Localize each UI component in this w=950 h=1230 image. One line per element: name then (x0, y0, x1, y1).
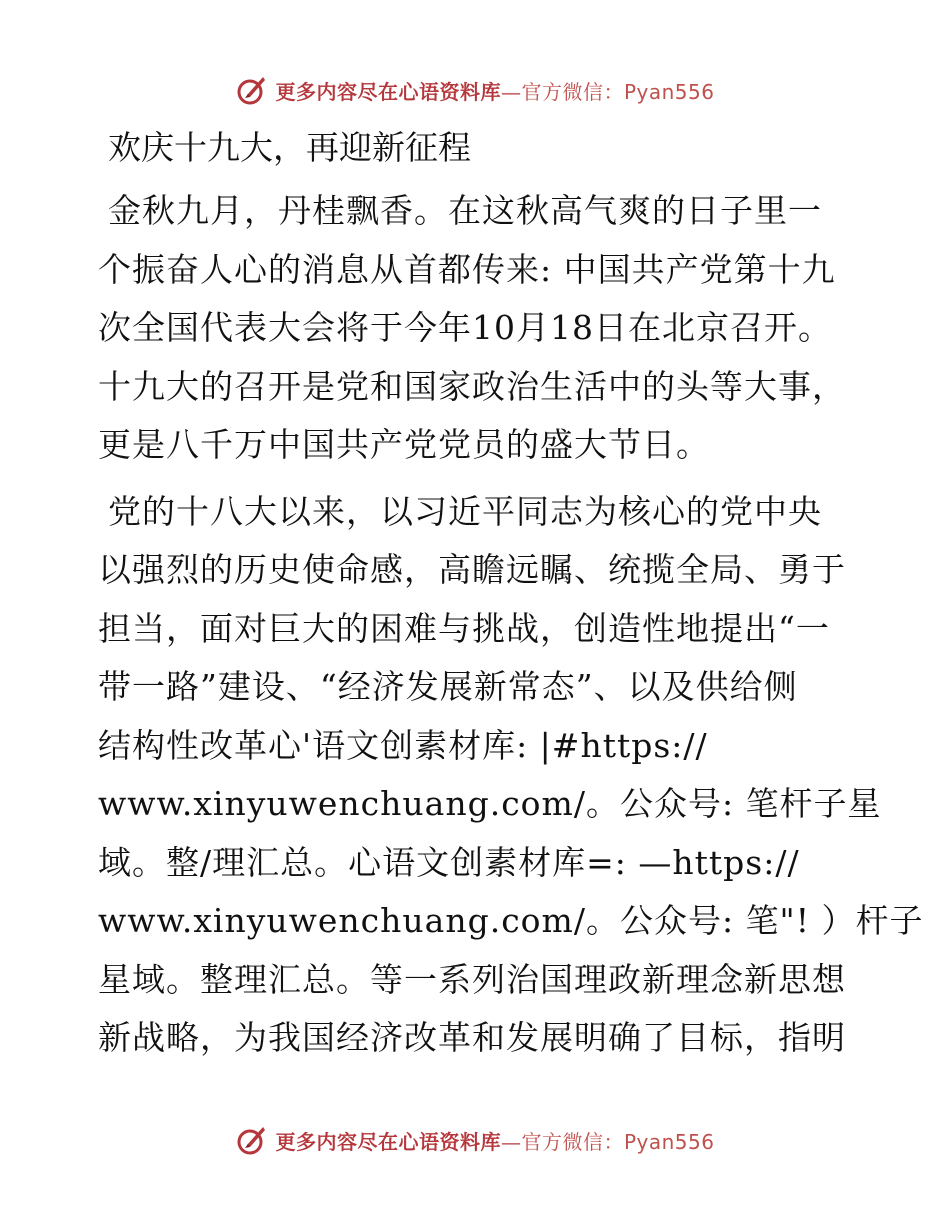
footer-banner-text (275, 1126, 714, 1155)
paragraph-line: 域。整/理汇总。心语文创素材库=: —https:// (98, 842, 800, 882)
paragraph-line: 结构性改革心'语文创素材库: |#https:// (98, 725, 708, 765)
paragraph-line: www.xinyuwenchuang.com/。公众号: 笔"! ）杆子 (98, 901, 924, 940)
footer-banner (0, 1120, 950, 1160)
paragraph-line: 以强烈的历史使命感，高瞻远瞩、统揽全局、勇于 (98, 550, 846, 589)
paragraph-line: 星域。整理汇总。等一系列治国理政新理念新思想 (98, 959, 846, 999)
paragraph-line: 更是八千万中国共产党党员的盛大节日。 (98, 425, 710, 464)
header-separator: — (500, 79, 522, 104)
paragraph-line: 党的十八大以来，以习近平同志为核心的党中央 (108, 491, 822, 531)
paragraph-line: 担当，面对巨大的困难与挑战，创造性地提出“一 (98, 608, 830, 648)
footer-separator: — (500, 1129, 522, 1154)
paragraph-line: www.xinyuwenchuang.com/。公众号: 笔杆子星 (98, 784, 882, 823)
paragraph-line: 新战略，为我国经济改革和发展明确了目标，指明 (98, 1018, 846, 1057)
paragraph-line: 金秋九月，丹桂飘香。在这秋高气爽的日子里一 (108, 191, 822, 230)
footer-brand: 更多内容尽在心语资料库 (275, 1129, 501, 1154)
paragraph-1 (98, 182, 858, 475)
header-wechat: 官方微信：Pyan556 (521, 79, 715, 104)
header-brand: 更多内容尽在心语资料库 (275, 79, 501, 104)
quill-pen-circle-logo-icon (235, 1123, 269, 1157)
footer-wechat: 官方微信：Pyan556 (521, 1129, 715, 1154)
paragraph-2 (98, 483, 924, 1068)
paragraph-line: 次全国代表大会将于今年10月18日在北京召开。 (98, 308, 832, 347)
paragraph-line: 个振奋人心的消息从首都传来: 中国共产党第十九 (98, 249, 836, 289)
document-body (98, 120, 924, 1076)
header-banner-text (275, 76, 714, 105)
quill-pen-circle-logo-icon (235, 73, 269, 107)
document-title: 欢庆十九大，再迎新征程 (108, 128, 471, 167)
paragraph-line: 带一路”建设、“经济发展新常态”、以及供给侧 (98, 667, 798, 706)
paragraph-line: 十九大的召开是党和国家政治生活中的头等大事， (98, 366, 846, 406)
header-banner (0, 70, 950, 110)
